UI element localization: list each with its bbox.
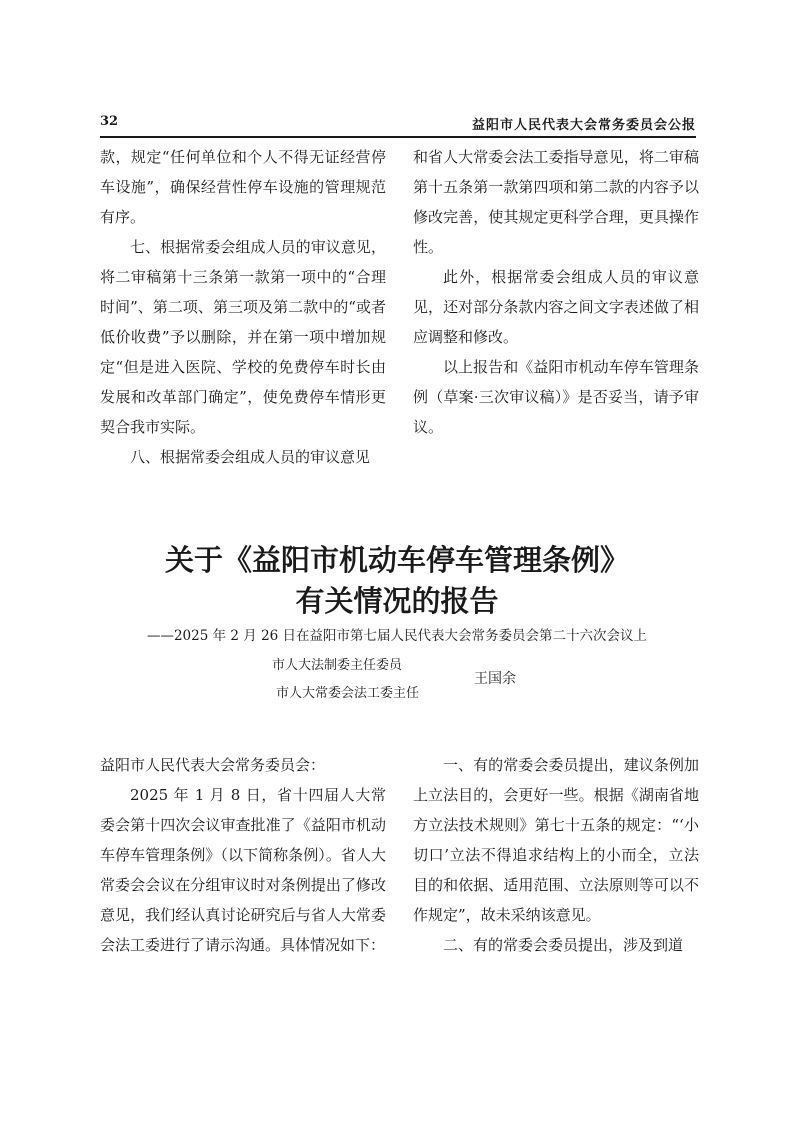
page-number: 32 bbox=[100, 114, 119, 129]
author-name: 王国余 bbox=[474, 671, 516, 687]
journal-title: 益阳市人民代表大会常务委员会公报 bbox=[471, 118, 696, 133]
top-left-column bbox=[100, 142, 386, 472]
paragraph: 此外，根据常委会组成人员的审议意见，还对部分条款内容之间文字表述做了相应调整和修改。 bbox=[413, 268, 699, 346]
article-title-line1: 关于《益阳市机动车停车管理条例》 bbox=[164, 543, 629, 577]
author-block bbox=[272, 654, 572, 708]
paragraph: 一、有的常委会委员提出，建议条例加上立法目的，会更好一些。根据《湖南省地方立法技术规则》第七十五条的规定：“‘小切口’立法不得追求结构上的小而全，立法目的和依据、适用范围、立法原则等可以不作规定”，故未采纳该意见。 bbox=[413, 756, 699, 924]
paragraph: 二、有的常委会委员提出，涉及到道 bbox=[443, 936, 684, 954]
page-header bbox=[100, 112, 696, 138]
salutation: 益阳市人民代表大会常务委员会： bbox=[100, 756, 326, 774]
top-right-column bbox=[413, 142, 699, 442]
bottom-left-column bbox=[100, 750, 386, 960]
author-role: 市人大法制委主任委员 bbox=[272, 658, 403, 673]
paragraph: 七、根据常委会组成人员的审议意见，将二审稿第十三条第一款第一项中的“合理时间”、第二项、第三项及第二款中的“或者低价收费”予以删除，并在第一项中增加规定“但是进入医院、学校的免费停车时长由发展和改革部门确定”，使免费停车情形更契合我市实际。 bbox=[100, 238, 386, 436]
paragraph: 以上报告和《益阳市机动车停车管理条例（草案·三次审议稿）》是否妥当，请予审议。 bbox=[413, 358, 699, 436]
article-title-line2: 有关情况的报告 bbox=[295, 584, 499, 618]
paragraph: 和省人大常委会法工委指导意见，将二审稿第十五条第一款第四项和第二款的内容予以修改完善，使其规定更科学合理，更具操作性。 bbox=[413, 148, 699, 256]
paragraph: 八、根据常委会组成人员的审议意见 bbox=[130, 448, 371, 466]
author-role: 市人大常委会法工委主任 bbox=[276, 686, 420, 701]
paragraph: 款，规定“任何单位和个人不得无证经营停车设施”，确保经营性停车设施的管理规范有序。 bbox=[100, 148, 386, 226]
bottom-right-column bbox=[413, 750, 699, 960]
article-subtitle: ——2025 年 2 月 26 日在益阳市第七届人民代表大会常务委员会第二十六次会议上 bbox=[146, 628, 648, 644]
paragraph: 2025 年 1 月 8 日，省十四届人大常委会第十四次会议审查批准了《益阳市机动车停车管理条例》（以下简称条例）。省人大常委会会议在分组审议时对条例提出了修改意见，我们经认真讨论研究后与省人大常委会法工委进行了请示沟通。具体情况如下： bbox=[100, 786, 386, 954]
